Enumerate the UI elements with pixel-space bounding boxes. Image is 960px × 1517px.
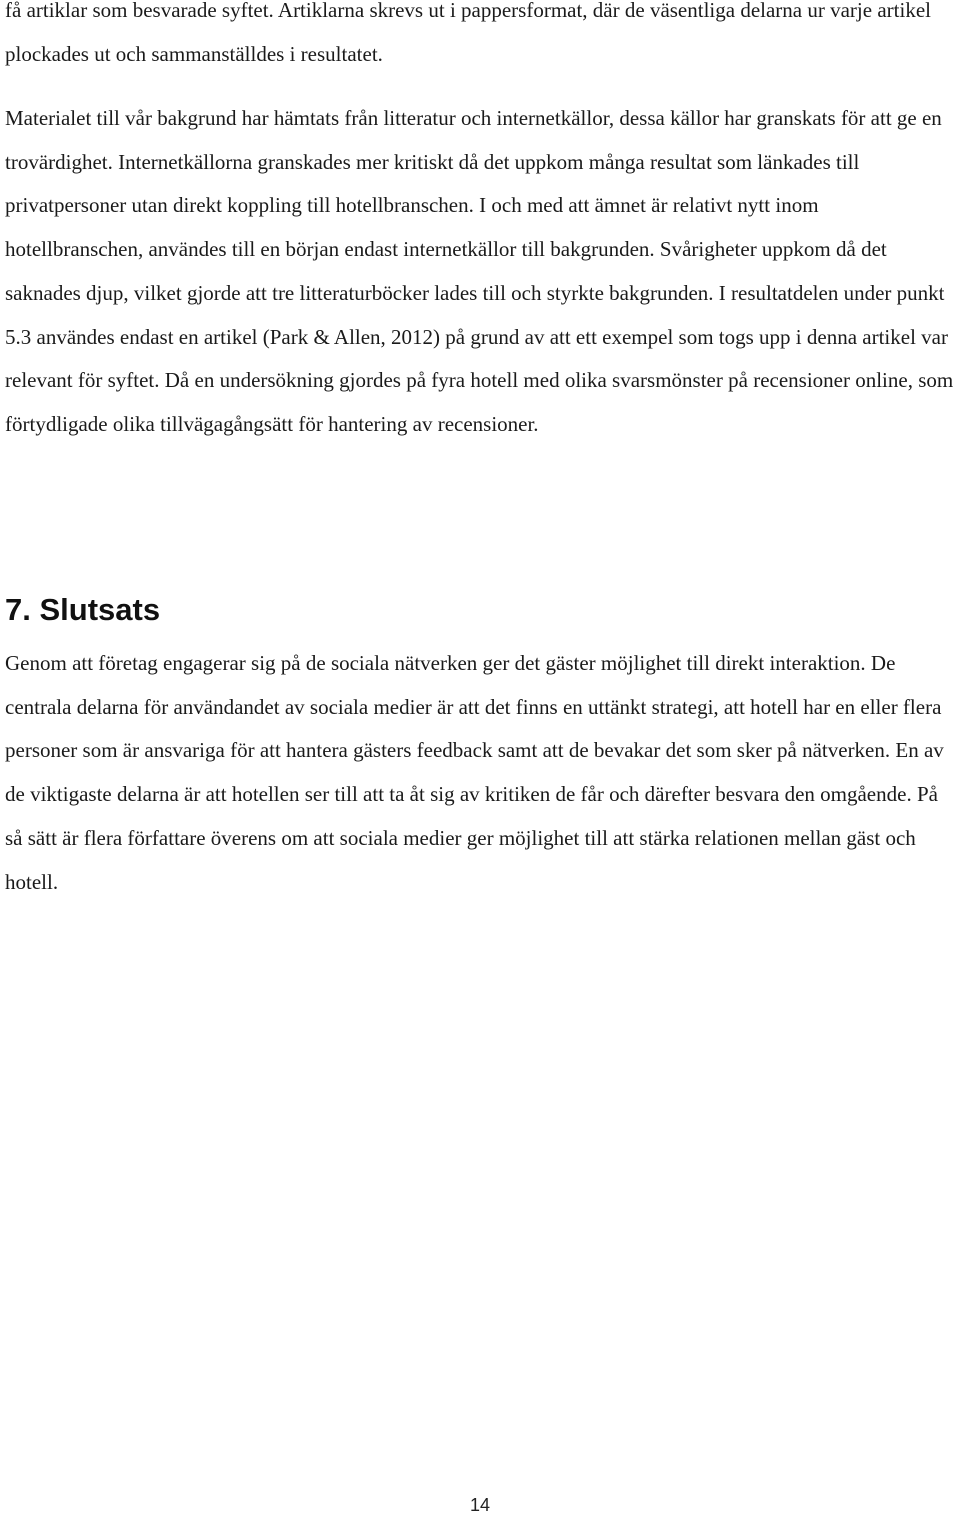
conclusion-paragraph: Genom att företag engagerar sig på de sociala nätverken ger det gäster möjlighet till direkt interaktion. De centrala delarna för användandet av sociala medier är att det finns en uttänkt strategi, att hotell har en eller flera personer som är ansvariga för att hantera gästers feedback samt att de bevakar det som sker på nätverken. En av de viktigaste delarna är att hotellen ser till att ta åt sig av kritiken de får och därefter besvara den omgående. På så sätt är flera författare överens om att sociala medier ger möjlighet till att stärka relationen mellan gäst och hotell. bbox=[5, 651, 944, 894]
background-sources-paragraph: Materialet till vår bakgrund har hämtats från litteratur och internetkällor, dessa källor har granskats för att ge en trovärdighet. Internetkällorna granskades mer kritiskt då det uppkom många resultat som länkades till privatpersoner utan direkt koppling till hotellbranschen. I och med att ämnet är relativt nytt inom hotellbranschen, användes till en början endast internetkällor till bakgrunden. Svårigheter uppkom då det saknades djup, vilket gjorde att tre litteraturböcker lades till och styrkte bakgrunden. I resultatdelen under punkt 5.3 användes endast en artikel (Park & Allen, 2012) på grund av att ett exempel som togs upp i denna artikel var relevant för syftet. Då en undersökning gjordes på fyra hotell med olika svarsmönster på recensioner online, som förtydligade olika tillvägagångsätt för hantering av recensioner. bbox=[5, 106, 954, 436]
section-heading-slutsats: 7. Slutsats bbox=[5, 592, 161, 627]
method-paragraph-carryover: få artiklar som besvarade syftet. Artiklarna skrevs ut i pappersformat, där de väsentliga delarna ur varje artikel plockades ut och sammanställdes i resultatet. bbox=[5, 0, 931, 66]
page-number: 14 bbox=[469, 1495, 491, 1515]
